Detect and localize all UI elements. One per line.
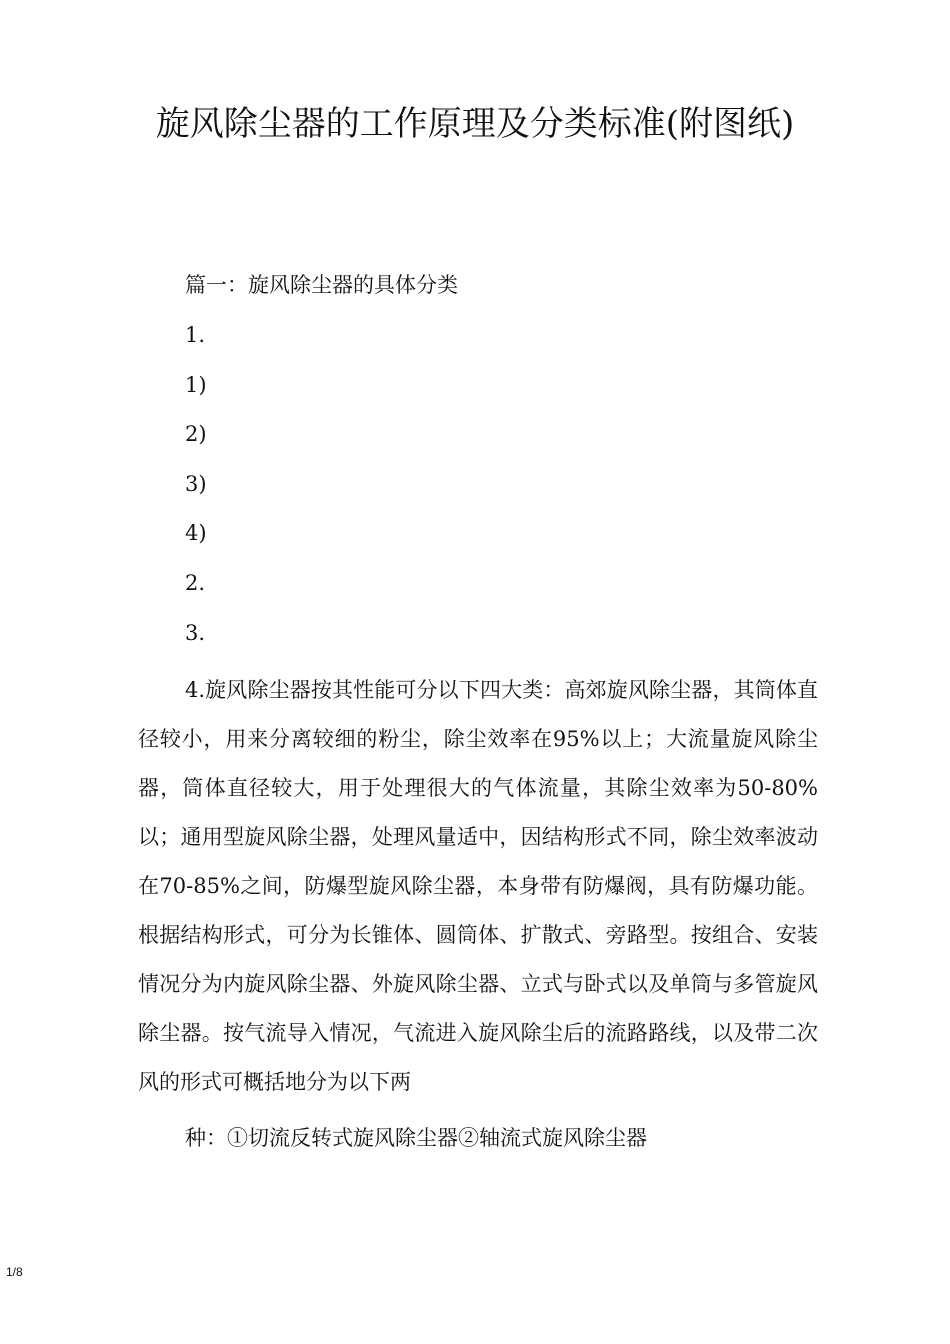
list-item: 4) (185, 521, 207, 545)
list-item: 1. (185, 323, 206, 347)
page-indicator: 1/8 (6, 1265, 23, 1279)
continuation-line: 种：①切流反转式旋风除尘器②轴流式旋风除尘器 (185, 1126, 647, 1150)
list-item: 3. (185, 621, 206, 645)
list-item: 3) (185, 472, 207, 496)
list-item: 2. (185, 571, 206, 595)
list-item: 2) (185, 422, 207, 446)
section-heading: 篇一：旋风除尘器的具体分类 (185, 273, 458, 297)
body-paragraph: 4.旋风除尘器按其性能可分以下四大类：高郊旋风除尘器，其筒体直径较小，用来分离较细的粉尘，除尘效率在95%以上；大流量旋风除尘器，筒体直径较大，用于处理很大的气体流量，其除尘效率为50-80%以；通用型旋风除尘器，处理风量适中，因结构形式不同，除尘效率波动在70-85%之间，防爆型旋风除尘器，本身带有防爆阀，具有防爆功能。根据结构形式，可分为长锥体、圆筒体、扩散式、旁路型。按组合、安装情况分为内旋风除尘器、外旋风除尘器、立式与卧式以及单筒与多管旋风除尘器。按气流导入情况，气流进入旋风除尘后的流路路线，以及带二次风的形式可概括地分为以下两 (138, 678, 818, 1094)
document-title: 旋风除尘器的工作原理及分类标准(附图纸) (155, 104, 795, 144)
list-item: 1) (185, 373, 207, 397)
